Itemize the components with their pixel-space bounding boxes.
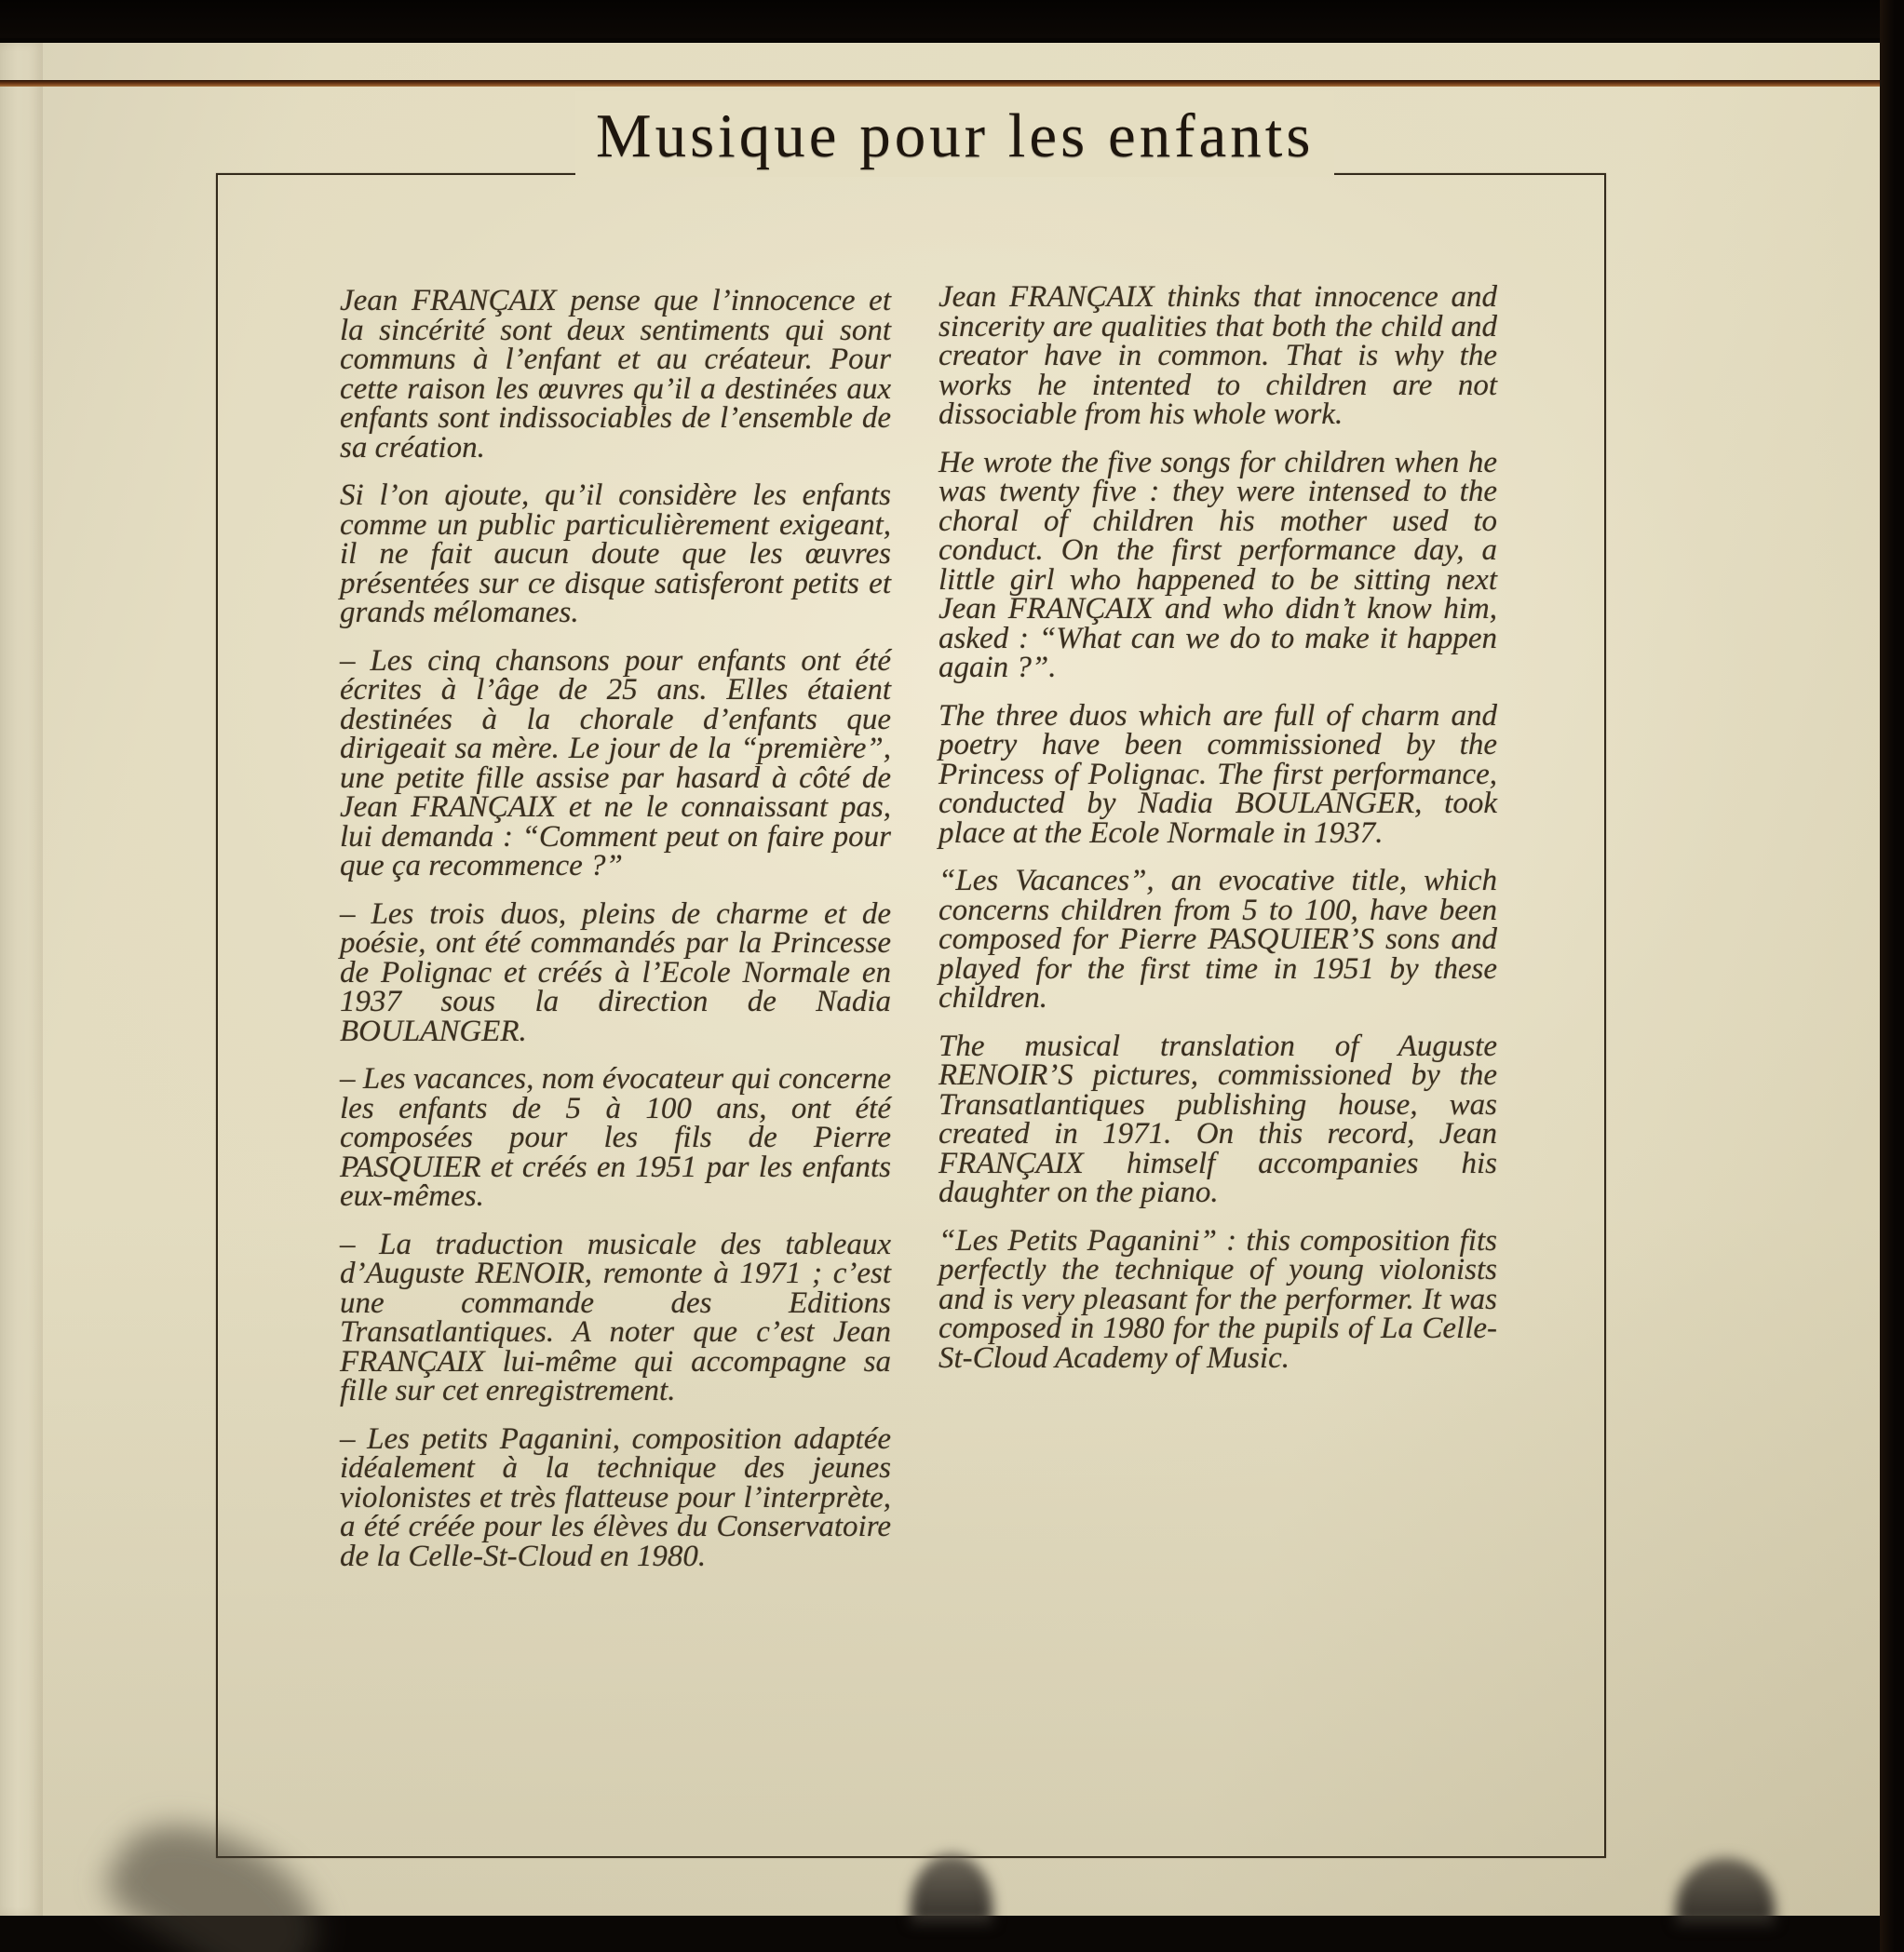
cardboard-top-edge [0,80,1882,87]
french-text-column [340,284,891,1590]
french-paragraph: – Les cinq chansons pour enfants ont été écrites à l’âge de 25 ans. Elles étaient destinées à la chorale d’enfants que dirigeait sa mère. Le jour de la “première”, une petite fille assise par hasard à côté de Jean FRANÇAIX et ne le connaissant pas, lui demanda : “Comment peut on faire pour que ça recommence ?” [340,643,891,882]
french-paragraph: – Les petits Paganini, composition adaptée idéalement à la technique des jeunes violonistes et très flatteuse pour l’interprète, a été créée pour les élèves du Conservatoire de la Celle-St-Cloud en 1980. [340,1421,891,1573]
page-title: Musique pour les enfants [575,91,1334,177]
background-top-band [0,0,1904,38]
french-paragraph: Jean FRANÇAIX pense que l’innocence et la sincérité sont deux sentiments qui sont communs à l’enfant et au créateur. Pour cette raison les œuvres qu’il a destinées aux enfants sont indissociables de l’ensemble de sa création. [340,284,891,464]
french-paragraph: – Les trois duos, pleins de charme et de poésie, ont été commandés par la Princesse de Polignac et créés à l’Ecole Normale en 1937 sous la direction de Nadia BOULANGER. [340,896,891,1048]
english-paragraph: “Les Vacances”, an evocative title, which concerns children from 5 to 100, have been composed for Pierre PASQUIER’S sons and played for the first time in 1951 by these children. [938,864,1497,1015]
french-paragraph: – La traduction musicale des tableaux d’Auguste RENOIR, remonte à 1971 ; c’est une commande des Editions Transatlantiques. A noter que c’est Jean FRANÇAIX lui-même qui accompagne sa fille sur cet enregistrement. [340,1227,891,1407]
french-paragraph: – Les vacances, nom évocateur qui concerne les enfants de 5 à 100 ans, ont été composées pour les fils de Pierre PASQUIER et créés en 1951 par les enfants eux-mêmes. [340,1062,891,1213]
english-text-column [938,280,1497,1392]
spine-edge [0,43,43,1916]
english-paragraph: The three duos which are full of charm and poetry have been commissioned by the Princess of Polignac. The first performance, conducted by Nadia BOULANGER, took place at the Ecole Normale in 1937. [938,698,1497,850]
english-paragraph: The musical translation of Auguste RENOIR’S pictures, commissioned by the Transatlantiques publishing house, was created in 1971. On this record, Jean FRANÇAIX himself accompanies his daughter on the piano. [938,1029,1497,1209]
english-paragraph: Jean FRANÇAIX thinks that innocence and sincerity are qualities that both the child and creator have in common. That is why the works he intented to children are not dissociable from his whole work. [938,280,1497,431]
english-paragraph: “Les Petits Paganini” : this composition fits perfectly the technique of young violonists and is very pleasant for the performer. It was composed in 1980 for the pupils of La Celle-St-Cloud Academy of Music. [938,1223,1497,1375]
album-back-cover [0,43,1882,1916]
english-paragraph: He wrote the five songs for children when he was twenty five : they were intensed to the choral of children his mother used to conduct. On the first performance day, a little girl who happened to be sitting next Jean FRANÇAIX and who didn’t know him, asked : “What can we do to make it happen again ?”. [938,445,1497,684]
french-paragraph: Si l’on ajoute, qu’il considère les enfants comme un public particulièrement exigeant, il ne fait aucun doute que les œuvres présentées sur ce disque satisferont petits et grands mélomanes. [340,478,891,629]
background-right-band [1880,0,1904,1952]
